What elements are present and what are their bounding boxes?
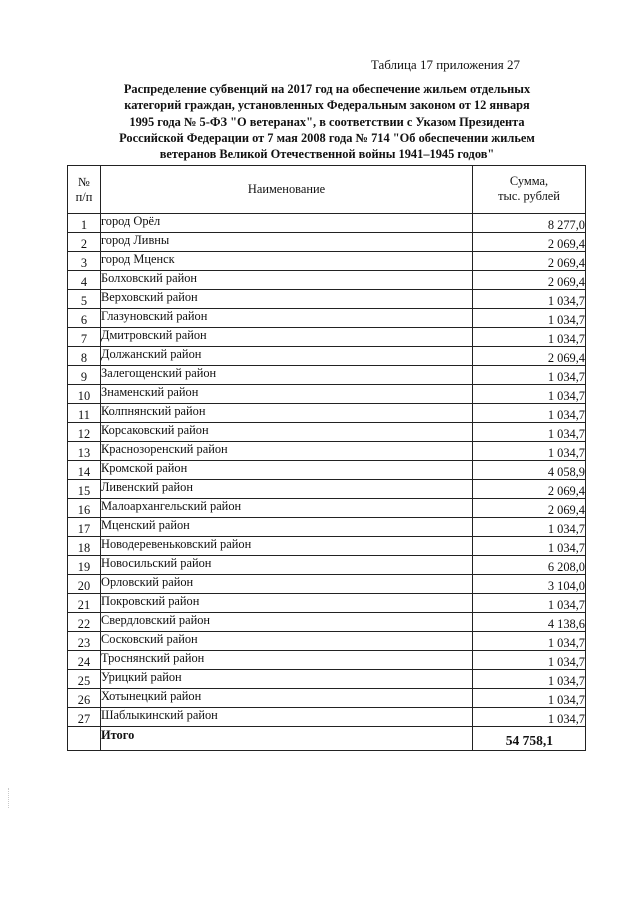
subsidy-amount: 2 069,4 <box>473 499 586 518</box>
district-name: Новодеревеньковский район <box>101 537 473 556</box>
district-name: Новосильский район <box>101 556 473 575</box>
table-row <box>68 347 586 366</box>
title-line: категорий граждан, установленных Федеральным законом от 12 января <box>124 98 530 113</box>
subsidy-amount: 1 034,7 <box>473 404 586 423</box>
row-number: 1 <box>68 214 101 233</box>
row-number: 19 <box>68 556 101 575</box>
row-number: 10 <box>68 385 101 404</box>
table-row <box>68 537 586 556</box>
subsidy-amount: 1 034,7 <box>473 290 586 309</box>
subsidy-amount: 1 034,7 <box>473 594 586 613</box>
table-row <box>68 670 586 689</box>
scan-artifact <box>8 788 11 808</box>
subsidy-amount: 2 069,4 <box>473 480 586 499</box>
district-name: Глазуновский район <box>101 309 473 328</box>
row-number: 27 <box>68 708 101 727</box>
row-number: 6 <box>68 309 101 328</box>
title-line: Российской Федерации от 7 мая 2008 года № 714 "Об обеспечении жильем <box>119 130 535 145</box>
district-name: Троснянский район <box>101 651 473 670</box>
row-number: 24 <box>68 651 101 670</box>
table-row <box>68 613 586 632</box>
district-name: Хотынецкий район <box>101 689 473 708</box>
district-name: Урицкий район <box>101 670 473 689</box>
district-name: город Орёл <box>101 214 473 233</box>
table-row <box>68 632 586 651</box>
row-number: 8 <box>68 347 101 366</box>
table-body <box>68 214 586 727</box>
subsidy-amount: 1 034,7 <box>473 385 586 404</box>
row-number: 25 <box>68 670 101 689</box>
annex-label: Таблица 17 приложения 27 <box>370 57 520 72</box>
district-name: Болховский район <box>101 271 473 290</box>
subsidy-amount: 1 034,7 <box>473 651 586 670</box>
row-number: 26 <box>68 689 101 708</box>
total-number-cell <box>68 727 101 751</box>
table-row <box>68 328 586 347</box>
row-number: 21 <box>68 594 101 613</box>
subsidy-amount: 1 034,7 <box>473 632 586 651</box>
table-row <box>68 233 586 252</box>
row-number: 2 <box>68 233 101 252</box>
subsidy-amount: 1 034,7 <box>473 423 586 442</box>
district-name: Свердловский район <box>101 613 473 632</box>
subsidy-amount: 6 208,0 <box>473 556 586 575</box>
district-name: Сосковский район <box>101 632 473 651</box>
table-row <box>68 518 586 537</box>
table-row <box>68 461 586 480</box>
subsidy-amount: 1 034,7 <box>473 366 586 385</box>
header-number-line: п/п <box>75 189 93 204</box>
row-number: 15 <box>68 480 101 499</box>
title-line: Распределение субвенций на 2017 год на обеспечение жильем отдельных <box>123 82 531 96</box>
district-name: Шаблыкинский район <box>101 708 473 727</box>
row-number: 17 <box>68 518 101 537</box>
subsidy-amount: 2 069,4 <box>473 271 586 290</box>
district-name: Ливенский район <box>101 480 473 499</box>
row-number: 16 <box>68 499 101 518</box>
subsidy-amount: 1 034,7 <box>473 670 586 689</box>
subsidy-amount: 3 104,0 <box>473 575 586 594</box>
subsidy-amount: 1 034,7 <box>473 442 586 461</box>
subsidy-table <box>67 165 586 751</box>
header-number-line: № <box>78 174 90 189</box>
subsidy-amount: 4 138,6 <box>473 613 586 632</box>
row-number: 23 <box>68 632 101 651</box>
table-row <box>68 556 586 575</box>
header-number <box>68 166 101 214</box>
header-sum <box>473 166 586 214</box>
district-name: Должанский район <box>101 347 473 366</box>
table-row <box>68 594 586 613</box>
document-title <box>92 81 562 162</box>
table-row <box>68 575 586 594</box>
district-name: Кромской район <box>101 461 473 480</box>
table-row <box>68 309 586 328</box>
district-name: Знаменский район <box>101 385 473 404</box>
row-number: 7 <box>68 328 101 347</box>
row-number: 3 <box>68 252 101 271</box>
district-name: Покровский район <box>101 594 473 613</box>
row-number: 20 <box>68 575 101 594</box>
header-name: Наименование <box>101 166 473 214</box>
total-row <box>68 727 586 751</box>
row-number: 22 <box>68 613 101 632</box>
table-row <box>68 404 586 423</box>
header-sum-line: Сумма, <box>509 174 549 188</box>
table-row <box>68 689 586 708</box>
row-number: 18 <box>68 537 101 556</box>
table-row <box>68 252 586 271</box>
subsidy-amount: 4 058,9 <box>473 461 586 480</box>
subsidy-amount: 2 069,4 <box>473 347 586 366</box>
total-sum: 54 758,1 <box>473 727 586 751</box>
title-line: ветеранов Великой Отечественной войны 1941–1945 годов" <box>159 147 495 162</box>
table-row <box>68 271 586 290</box>
table-row <box>68 214 586 233</box>
row-number: 14 <box>68 461 101 480</box>
title-line: 1995 года № 5-ФЗ "О ветеранах", в соответствии с Указом Президента <box>129 114 525 129</box>
district-name: Колпнянский район <box>101 404 473 423</box>
district-name: Корсаковский район <box>101 423 473 442</box>
subsidy-amount: 2 069,4 <box>473 233 586 252</box>
subsidy-amount: 1 034,7 <box>473 328 586 347</box>
subsidy-amount: 1 034,7 <box>473 537 586 556</box>
district-name: Мценский район <box>101 518 473 537</box>
row-number: 5 <box>68 290 101 309</box>
subsidy-amount: 2 069,4 <box>473 252 586 271</box>
district-name: Верховский район <box>101 290 473 309</box>
table-row <box>68 651 586 670</box>
table-row <box>68 442 586 461</box>
subsidy-amount: 8 277,0 <box>473 214 586 233</box>
row-number: 9 <box>68 366 101 385</box>
district-name: Дмитровский район <box>101 328 473 347</box>
table-row <box>68 423 586 442</box>
row-number: 13 <box>68 442 101 461</box>
row-number: 4 <box>68 271 101 290</box>
table-header-row <box>68 166 586 214</box>
district-name: Залегощенский район <box>101 366 473 385</box>
table-row <box>68 708 586 727</box>
subsidy-amount: 1 034,7 <box>473 708 586 727</box>
subsidy-amount: 1 034,7 <box>473 309 586 328</box>
table-row <box>68 385 586 404</box>
table-row <box>68 290 586 309</box>
district-name: город Мценск <box>101 252 473 271</box>
subsidy-amount: 1 034,7 <box>473 689 586 708</box>
subsidy-amount: 1 034,7 <box>473 518 586 537</box>
district-name: Орловский район <box>101 575 473 594</box>
row-number: 11 <box>68 404 101 423</box>
district-name: Краснозоренский район <box>101 442 473 461</box>
total-label: Итого <box>101 727 473 751</box>
table-row <box>68 499 586 518</box>
district-name: Малоархангельский район <box>101 499 473 518</box>
row-number: 12 <box>68 423 101 442</box>
table-row <box>68 366 586 385</box>
header-sum-line: тыс. рублей <box>498 189 560 203</box>
district-name: город Ливны <box>101 233 473 252</box>
table-row <box>68 480 586 499</box>
